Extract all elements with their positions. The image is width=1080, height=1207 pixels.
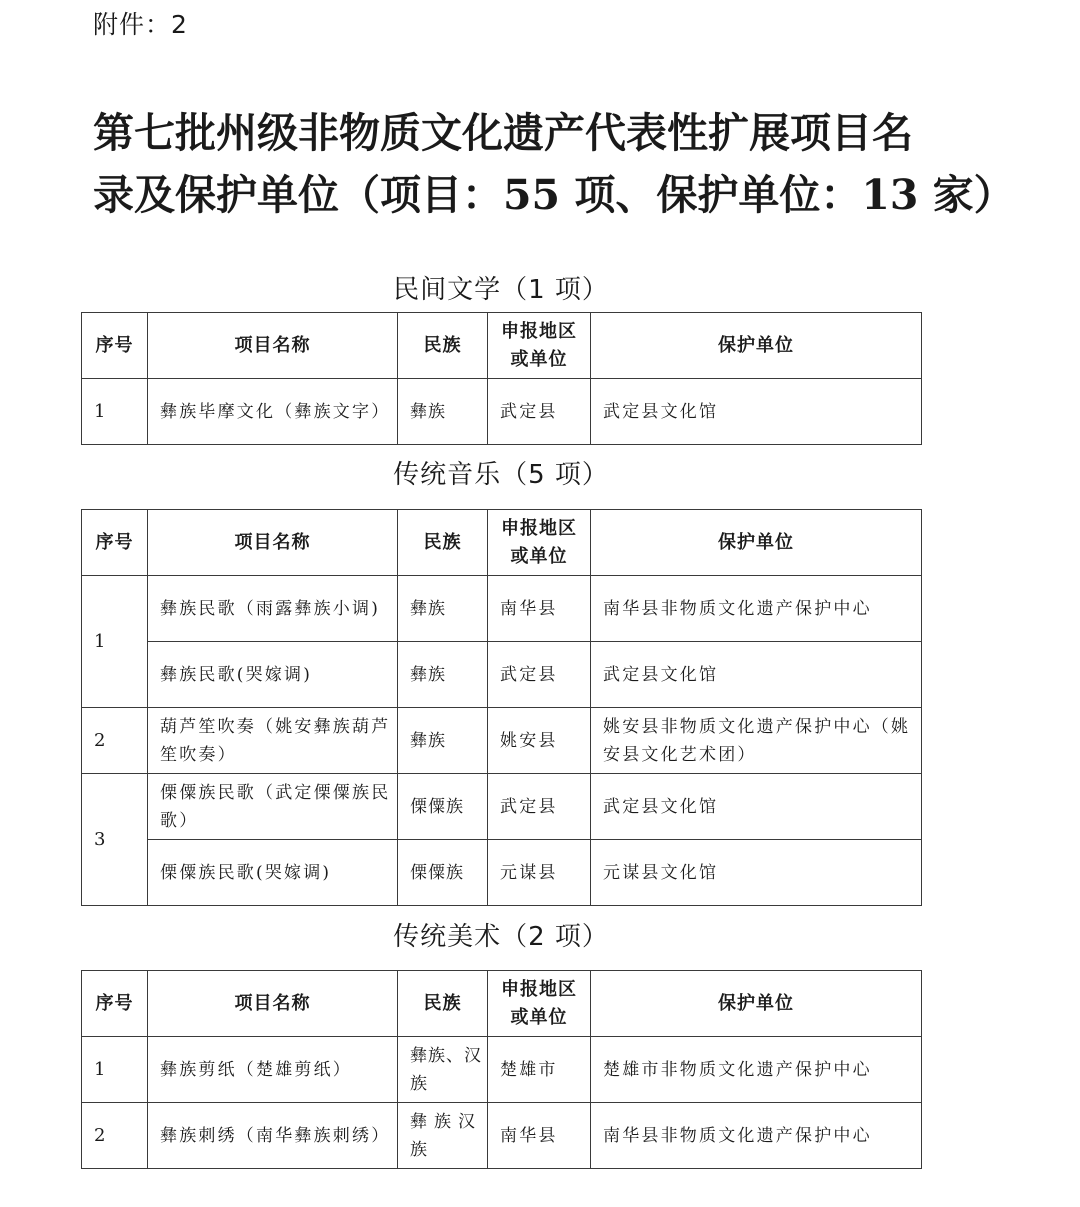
section-heading-folk-literature: 民间文学（1 项） (393, 275, 609, 305)
section-heading-traditional-art: 传统美术（2 项） (393, 922, 609, 952)
cell-name: 彝族剪纸（楚雄剪纸） (148, 1037, 398, 1103)
cell-region: 元谋县 (488, 840, 591, 906)
header-region-line-2: 或单位 (510, 545, 568, 567)
cell-region: 南华县 (488, 1103, 591, 1169)
table-row (82, 1103, 922, 1169)
cell-name: 傈僳族民歌（武定傈僳族民歌） (148, 774, 398, 840)
cell-region: 武定县 (488, 642, 591, 708)
cell-region: 南华县 (488, 576, 591, 642)
table-row (82, 1037, 922, 1103)
cell-ethnicity: 彝族 (398, 642, 488, 708)
cell-index: 3 (82, 774, 148, 906)
table-traditional-art (81, 970, 922, 1169)
cell-region: 武定县 (488, 774, 591, 840)
cell-index: 1 (82, 1037, 148, 1103)
header-region-line-1: 申报地区 (501, 320, 577, 342)
table-header-row (82, 510, 922, 576)
cell-name: 彝族刺绣（南华彝族刺绣） (148, 1103, 398, 1169)
table-row (82, 774, 922, 840)
header-unit: 保护单位 (591, 510, 922, 576)
cell-unit: 南华县非物质文化遗产保护中心 (591, 576, 922, 642)
header-unit: 保护单位 (591, 971, 922, 1037)
header-region-line-1: 申报地区 (501, 517, 577, 539)
cell-index: 1 (82, 379, 148, 445)
header-region-line-2: 或单位 (510, 348, 568, 370)
title-line-1: 第七批州级非物质文化遗产代表性扩展项目名 (93, 109, 913, 157)
cell-name: 彝族民歌(哭嫁调) (148, 642, 398, 708)
header-name: 项目名称 (148, 510, 398, 576)
header-region-line-2: 或单位 (510, 1006, 568, 1028)
cell-region: 楚雄市 (488, 1037, 591, 1103)
cell-unit: 南华县非物质文化遗产保护中心 (591, 1103, 922, 1169)
cell-unit: 元谋县文化馆 (591, 840, 922, 906)
header-region-line-1: 申报地区 (501, 978, 577, 1000)
header-region (488, 313, 591, 379)
cell-name: 彝族民歌（雨露彝族小调) (148, 576, 398, 642)
cell-ethnicity: 彝族汉族 (398, 1103, 488, 1169)
cell-unit: 武定县文化馆 (591, 379, 922, 445)
cell-region: 武定县 (488, 379, 591, 445)
table-folk-literature (81, 312, 922, 445)
header-region (488, 971, 591, 1037)
header-index: 序号 (82, 313, 148, 379)
header-ethnicity: 民族 (398, 313, 488, 379)
header-ethnicity: 民族 (398, 971, 488, 1037)
cell-unit: 楚雄市非物质文化遗产保护中心 (591, 1037, 922, 1103)
cell-region: 姚安县 (488, 708, 591, 774)
table-row (82, 642, 922, 708)
table-row (82, 379, 922, 445)
cell-unit: 武定县文化馆 (591, 642, 922, 708)
table-header-row (82, 313, 922, 379)
table-row (82, 708, 922, 774)
cell-ethnicity: 彝族 (398, 379, 488, 445)
cell-index: 2 (82, 1103, 148, 1169)
cell-index: 1 (82, 576, 148, 708)
document-title (93, 102, 1053, 226)
title-line-2: 录及保护单位（项目：55 项、保护单位：13 家） (93, 171, 1015, 219)
table-row (82, 840, 922, 906)
header-ethnicity: 民族 (398, 510, 488, 576)
header-index: 序号 (82, 971, 148, 1037)
header-name: 项目名称 (148, 971, 398, 1037)
cell-ethnicity: 傈僳族 (398, 840, 488, 906)
header-unit: 保护单位 (591, 313, 922, 379)
cell-ethnicity: 傈僳族 (398, 774, 488, 840)
header-name: 项目名称 (148, 313, 398, 379)
cell-ethnicity: 彝族 (398, 576, 488, 642)
cell-unit: 姚安县非物质文化遗产保护中心（姚安县文化艺术团） (591, 708, 922, 774)
table-row (82, 576, 922, 642)
cell-name: 傈僳族民歌(哭嫁调) (148, 840, 398, 906)
cell-ethnicity: 彝族 (398, 708, 488, 774)
cell-name: 彝族毕摩文化（彝族文字） (148, 379, 398, 445)
cell-unit: 武定县文化馆 (591, 774, 922, 840)
header-region (488, 510, 591, 576)
section-heading-traditional-music: 传统音乐（5 项） (393, 460, 609, 490)
cell-ethnicity: 彝族、汉族 (398, 1037, 488, 1103)
header-index: 序号 (82, 510, 148, 576)
table-header-row (82, 971, 922, 1037)
attachment-label: 附件：2 (93, 10, 188, 39)
cell-name: 葫芦笙吹奏（姚安彝族葫芦笙吹奏） (148, 708, 398, 774)
cell-index: 2 (82, 708, 148, 774)
table-traditional-music (81, 509, 922, 906)
